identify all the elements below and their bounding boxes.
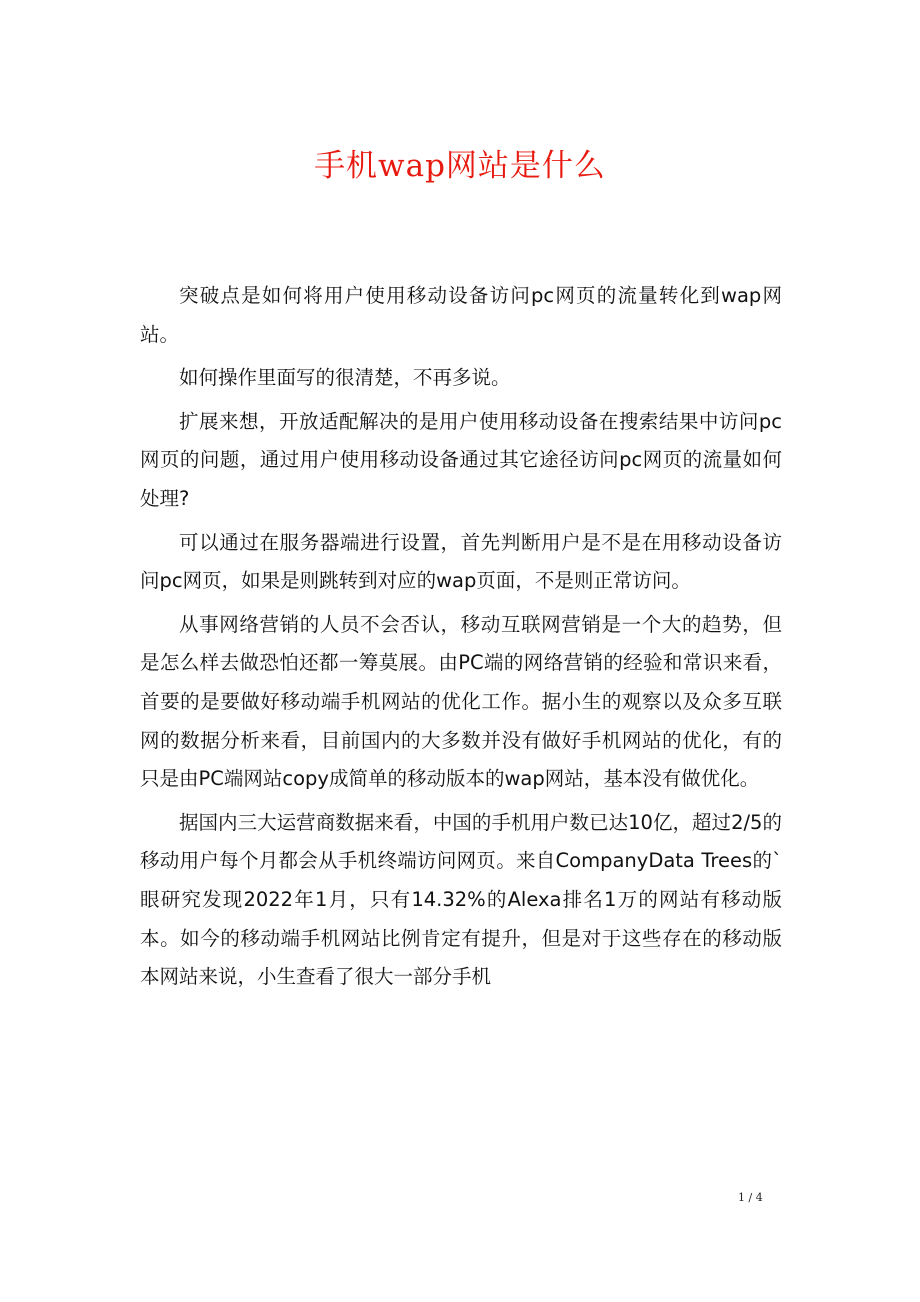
paragraph: 可以通过在服务器端进行设置，首先判断用户是不是在用移动设备访问pc网页，如果是则跳转到对应的wap页面，不是则正常访问。 [140, 530, 782, 593]
paragraph: 据国内三大运营商数据来看，中国的手机用户数已达10亿，超过2/5的移动用户每个月都会从手机终端访问网页。来自CompanyData Trees的`眼研究发现2022年1月，只有14.32%的Alexa排名1万的网站有移动版本。如今的移动端手机网站比例肯定有提升，但是对于这些存在的移动版本网站来说，小生查看了很大一部分手机 [140, 810, 782, 989]
paragraph: 突破点是如何将用户使用移动设备访问pc网页的流量转化到wap网站。 [140, 284, 782, 346]
paragraph: 如何操作里面写的很清楚，不再多说。 [179, 366, 511, 390]
page-number: 1 / 4 [738, 1191, 763, 1204]
paragraph: 从事网络营销的人员不会否认，移动互联网营销是一个大的趋势，但是怎么样去做恐怕还都一筹莫展。由PC端的网络营销的经验和常识来看，首要的是要做好移动端手机网站的优化工作。据小生的观察以及众多互联网的数据分析来看，目前国内的大多数并没有做好手机网站的优化，有的只是由PC端网站copy成简单的移动版本的wap网站，基本没有做优化。 [140, 612, 782, 791]
paragraph: 扩展来想，开放适配解决的是用户使用移动设备在搜索结果中访问pc网页的问题，通过用户使用移动设备通过其它途径访问pc网页的流量如何处理? [140, 409, 782, 510]
document-title: 手机wap网站是什么 [314, 148, 606, 184]
document-body [140, 277, 782, 1002]
